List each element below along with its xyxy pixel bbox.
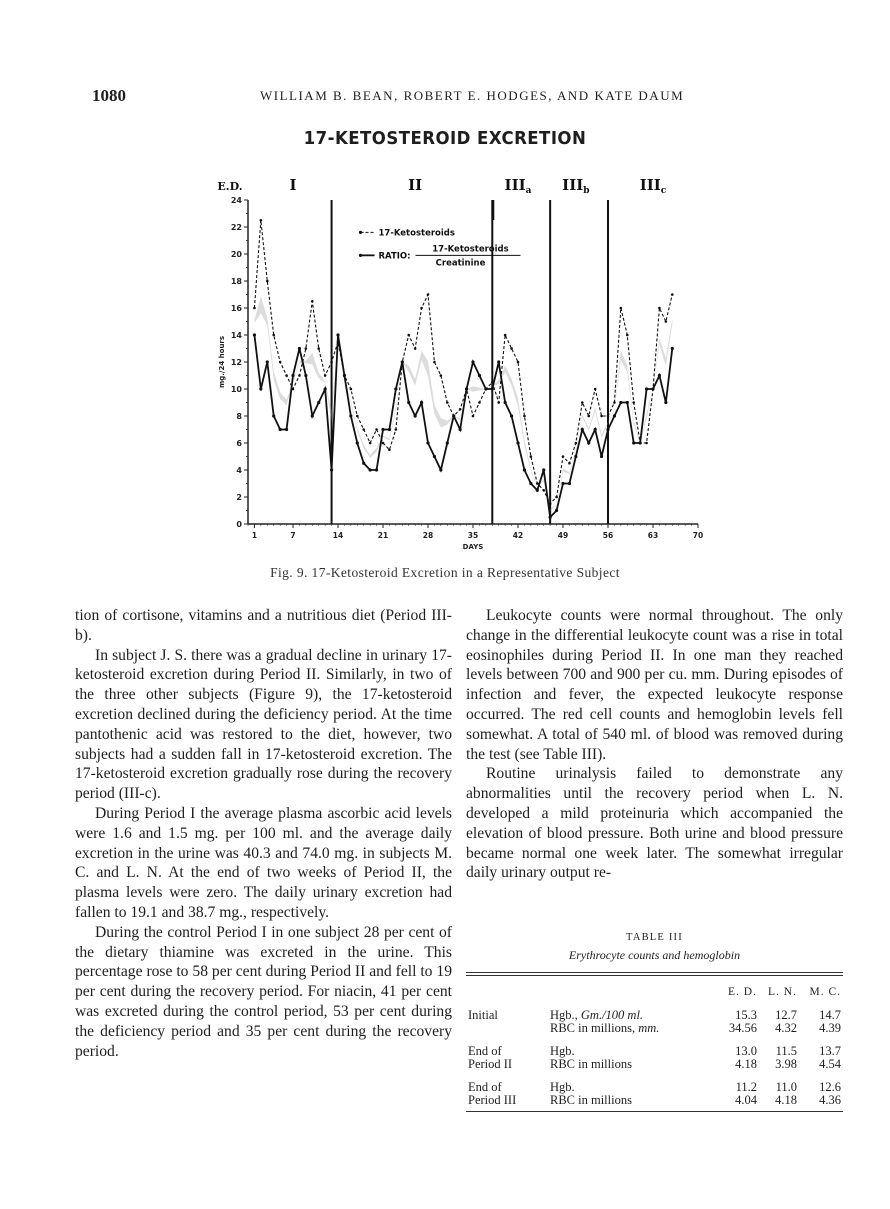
ketosteroid-point — [581, 401, 584, 404]
ketosteroid-point — [562, 455, 565, 458]
value-cell: 4.04 — [735, 1093, 757, 1107]
ketosteroid-point — [414, 347, 417, 350]
value-cell: 12.6 — [819, 1080, 841, 1094]
y-tick-label: 22 — [230, 223, 242, 232]
ketosteroid-point — [253, 307, 256, 310]
ketosteroid-point — [433, 361, 436, 364]
ratio-point — [291, 374, 294, 377]
ketosteroid-point — [324, 374, 327, 377]
ratio-point — [369, 468, 372, 471]
x-axis-label: DAYS — [462, 543, 484, 550]
y-tick-label: 16 — [230, 304, 242, 313]
paragraph: During the control Period I in one subject 28 per cent of the dietary thiamine was excreted in the urine. This percentage rose to 58 per cent during Period II and fell to 19 per cent during the recovery period. For niacin, 41 per cent was excreted during the control period, 53 per cent during the deficiency period and 35 per cent during the recovery period. — [75, 923, 452, 1060]
value-cell: 11.0 — [775, 1080, 797, 1094]
x-tick-label: 49 — [557, 531, 569, 540]
value-cell: 4.18 — [735, 1057, 757, 1071]
ketosteroid-point — [587, 415, 590, 418]
table-rule — [466, 1111, 843, 1112]
ratio-point — [549, 516, 552, 519]
x-tick-label: 35 — [467, 531, 479, 540]
value-cell: 4.39 — [819, 1021, 841, 1035]
ketosteroid-point — [600, 415, 603, 418]
period-cell: Initial — [468, 1008, 498, 1022]
running-head — [92, 86, 822, 108]
x-tick-label: 56 — [602, 531, 614, 540]
ketosteroid-point — [388, 448, 391, 451]
legend-marker — [359, 254, 362, 257]
ketosteroid-point — [356, 415, 359, 418]
ketosteroid-point — [568, 462, 571, 465]
ketosteroid-point — [260, 219, 263, 222]
y-tick-label: 20 — [230, 250, 242, 259]
x-tick-label: 1 — [251, 531, 258, 540]
ratio-point — [433, 455, 436, 458]
table-iii — [466, 932, 843, 1112]
table-row — [466, 1071, 843, 1094]
period-label: II — [408, 176, 423, 194]
ketosteroid-point — [298, 374, 301, 377]
paragraph: tion of cortisone, vitamins and a nutritious diet (Period III-b). — [75, 607, 452, 644]
ratio-point — [600, 455, 603, 458]
paragraph: In subject J. S. there was a gradual decline in urinary 17-ketosteroid excretion during Period II. Similarly, in two of the three other subjects (Figure 9), the 17-ketosteroid excretion declined during the deficiency period. At the time pantothenic acid was restored to the diet, however, two subjects had a sudden fall in 17-ketosteroid excretion. The 17-ketosteroid excretion gradually rose during the recovery period (III-c). — [75, 646, 452, 803]
legend-ketosteroids: 17-Ketosteroids — [378, 228, 455, 239]
ketosteroid-point — [266, 280, 269, 283]
ratio-point — [362, 462, 365, 465]
period-cell: End of — [468, 1044, 502, 1058]
y-tick-label: 12 — [230, 358, 242, 367]
ketosteroid-point — [317, 347, 320, 350]
period-cell: End of — [468, 1080, 502, 1094]
ratio-point — [459, 428, 462, 431]
ketosteroid-point — [523, 415, 526, 418]
period-cell: Period II — [468, 1057, 513, 1071]
x-tick-label: 28 — [422, 531, 434, 540]
ketosteroid-point — [530, 455, 533, 458]
ketosteroid-point — [311, 300, 314, 303]
column-header: E. D. — [728, 986, 757, 998]
ratio-point — [279, 428, 282, 431]
figure-title: 17-KETOSTEROID EXCRETION — [303, 128, 587, 149]
ratio-point — [497, 360, 500, 363]
ketosteroid-point — [472, 415, 475, 418]
period-label: $III_b$ — [562, 176, 590, 196]
y-axis-label: mg./24 hours — [218, 335, 226, 389]
period-cell — [466, 1022, 548, 1035]
paragraph: During Period I the average plasma ascorbic acid levels were 1.6 and 1.5 mg. per 100 ml. and the average daily excretion in the urine was 40.3 and 74.0 mg. in subjects M. C. and L. N. At the end of two weeks of Period II, the plasma levels were zero. The daily urinary excretion had fallen to 19.1 and 38.7 mg., respectively. — [75, 804, 452, 921]
ketosteroid-point — [420, 307, 423, 310]
paragraph: Routine urinalysis failed to demonstrate any abnormalities until the recovery period when L. N. developed a mild proteinuria which accompanied the elevation of blood pressure. Both urine and blood pressure became normal one week later. The somewhat irregular daily urinary output re- — [466, 765, 843, 882]
y-tick-label: 18 — [230, 277, 242, 286]
ratio-point — [336, 333, 339, 336]
x-tick-label: 42 — [512, 531, 524, 540]
ratio-point — [420, 401, 423, 404]
ratio-point — [304, 374, 307, 377]
ketosteroid-point — [440, 374, 443, 377]
ketosteroid-point — [272, 334, 275, 337]
ketosteroid-point — [305, 347, 308, 350]
ratio-point — [401, 360, 404, 363]
ketosteroid-point — [330, 361, 333, 364]
measure-cell: Hgb., Gm./100 ml. — [550, 1008, 644, 1022]
ketosteroid-point — [626, 334, 629, 337]
y-tick-label: 6 — [236, 439, 242, 448]
y-tick-label: 24 — [230, 196, 242, 205]
x-tick-label: 7 — [290, 531, 296, 540]
ketosteroid-point — [607, 415, 610, 418]
ratio-point — [619, 401, 622, 404]
ratio-point — [452, 414, 455, 417]
ketosteroid-chart — [210, 160, 710, 550]
ratio-point — [471, 360, 474, 363]
legend-marker — [359, 231, 362, 234]
ratio-point — [555, 509, 558, 512]
x-tick-label: 14 — [332, 531, 344, 540]
right-column — [466, 606, 843, 883]
ratio-point — [414, 414, 417, 417]
ratio-point — [529, 482, 532, 485]
ketosteroid-point — [555, 496, 558, 499]
ketosteroid-point — [375, 428, 378, 431]
ratio-point — [664, 401, 667, 404]
ratio-point — [587, 441, 590, 444]
value-cell: 4.32 — [775, 1021, 797, 1035]
ratio-point — [542, 468, 545, 471]
ratio-point — [632, 441, 635, 444]
value-cell: 13.7 — [819, 1044, 841, 1058]
table-rule — [466, 972, 843, 973]
ketosteroid-point — [362, 428, 365, 431]
ratio-point — [317, 401, 320, 404]
ratio-point — [311, 414, 314, 417]
measure-cell: Hgb. — [550, 1080, 575, 1094]
ratio-point — [561, 482, 564, 485]
ketosteroid-point — [497, 401, 500, 404]
y-tick-label: 14 — [230, 331, 242, 340]
ketosteroid-point — [446, 401, 449, 404]
ratio-point — [606, 428, 609, 431]
table-rule — [466, 975, 843, 976]
column-header: L. N. — [768, 986, 797, 998]
value-cell: 4.36 — [819, 1093, 841, 1107]
ratio-point — [272, 414, 275, 417]
y-tick-label: 8 — [236, 412, 242, 421]
ratio-point — [388, 428, 391, 431]
y-tick-label: 2 — [236, 493, 242, 502]
period-label: E.D. — [217, 180, 243, 193]
value-cell: 11.5 — [775, 1044, 797, 1058]
ketosteroid-point — [658, 307, 661, 310]
ratio-point — [356, 441, 359, 444]
page-number: 1080 — [92, 86, 126, 105]
x-tick-label: 21 — [377, 531, 389, 540]
ketosteroid-point — [671, 293, 674, 296]
ratio-point — [298, 347, 301, 350]
ratio-point — [285, 428, 288, 431]
ketosteroid-point — [517, 361, 520, 364]
ratio-point — [568, 482, 571, 485]
period-label: I — [289, 176, 297, 194]
ratio-point — [574, 455, 577, 458]
ratio-point — [504, 401, 507, 404]
table-row — [466, 1035, 843, 1058]
ratio-point — [613, 414, 616, 417]
period-cell: Period III — [468, 1093, 517, 1107]
measure-cell: Hgb. — [550, 1044, 575, 1058]
ketosteroid-point — [542, 489, 545, 492]
legend-ratio-denominator: Creatinine — [435, 258, 486, 269]
ratio-point — [381, 428, 384, 431]
ratio-point — [266, 360, 269, 363]
value-cell: 11.2 — [735, 1080, 757, 1094]
ratio-point — [536, 489, 539, 492]
left-column — [75, 606, 452, 1061]
ketosteroid-point — [285, 374, 288, 377]
measure-cell: RBC in millions, mm. — [550, 1021, 660, 1035]
ratio-point — [645, 387, 648, 390]
table-label: TABLE III — [626, 932, 683, 943]
ratio-point — [343, 374, 346, 377]
legend-ratio-numerator: 17-Ketosteroids — [432, 244, 509, 255]
ratio-point — [671, 347, 674, 350]
ketosteroid-point — [478, 401, 481, 404]
ratio-point — [639, 441, 642, 444]
table-row — [466, 1022, 843, 1035]
ketosteroid-point — [504, 334, 507, 337]
ratio-point — [407, 401, 410, 404]
ratio-point — [658, 374, 661, 377]
ratio-point — [330, 468, 333, 471]
column-header: M. C. — [809, 986, 841, 998]
value-cell: 4.18 — [775, 1093, 797, 1107]
value-cell: 4.54 — [819, 1057, 841, 1071]
value-cell: 15.3 — [735, 1008, 757, 1022]
figure-caption: Fig. 9. 17-Ketosteroid Excretion in a Representative Subject — [270, 565, 620, 580]
ketosteroid-point — [350, 388, 353, 391]
ratio-line — [254, 335, 672, 517]
ratio-point — [259, 387, 262, 390]
value-cell: 3.98 — [775, 1057, 797, 1071]
ratio-point — [523, 468, 526, 471]
value-cell: 34.56 — [728, 1021, 757, 1035]
ketosteroid-point — [395, 428, 398, 431]
ratio-point — [375, 468, 378, 471]
ratio-point — [484, 387, 487, 390]
ketosteroid-point — [510, 347, 513, 350]
ratio-point — [465, 387, 468, 390]
ratio-point — [594, 428, 597, 431]
ratio-point — [478, 374, 481, 377]
x-tick-label: 63 — [647, 531, 659, 540]
value-cell: 12.7 — [775, 1008, 797, 1022]
ketosteroid-point — [369, 442, 372, 445]
ratio-point — [253, 333, 256, 336]
table-header-row — [466, 982, 843, 1009]
ketosteroid-point — [613, 401, 616, 404]
ratio-point — [324, 387, 327, 390]
ketosteroid-point — [279, 361, 282, 364]
paragraph: Leukocyte counts were normal throughout. The only change in the differential leukocyte count was a rise in total eosinophiles during Period II. In one man they reached levels between 700 and 900 per cu. mm. During episodes of infection and fever, the expected leukocyte response occurred. The red cell counts and hemoglobin levels fell somewhat. A total of 540 ml. of blood was removed during the test (see Table III). — [466, 607, 843, 763]
ketosteroid-point — [427, 293, 430, 296]
value-cell: 14.7 — [819, 1008, 841, 1022]
y-tick-label: 10 — [230, 385, 242, 394]
x-tick-label: 70 — [692, 531, 704, 540]
ketosteroid-point — [594, 388, 597, 391]
period-label: $III_a$ — [504, 176, 532, 196]
ketosteroid-point — [382, 442, 385, 445]
ketosteroid-point — [407, 334, 410, 337]
ketosteroid-point — [645, 442, 648, 445]
ratio-point — [510, 414, 513, 417]
ketosteroid-point — [459, 408, 462, 411]
period-label: $III_c$ — [639, 176, 667, 196]
ratio-point — [394, 387, 397, 390]
y-tick-label: 4 — [236, 466, 242, 475]
ratio-point — [349, 414, 352, 417]
legend-ratio-prefix: RATIO: — [378, 251, 411, 262]
author-line: WILLIAM B. BEAN, ROBERT E. HODGES, AND KATE DAUM — [260, 88, 685, 103]
ratio-point — [581, 428, 584, 431]
y-tick-label: 0 — [236, 520, 242, 529]
table-row — [466, 1058, 843, 1071]
ratio-point — [651, 387, 654, 390]
ratio-point — [516, 441, 519, 444]
ketosteroid-point — [620, 307, 623, 310]
ratio-point — [446, 441, 449, 444]
ketosteroid-point — [632, 401, 635, 404]
ratio-point — [439, 468, 442, 471]
ratio-point — [491, 387, 494, 390]
measure-cell: RBC in millions — [550, 1093, 632, 1107]
table-title: Erythrocyte counts and hemoglobin — [568, 948, 741, 962]
measure-cell: RBC in millions — [550, 1057, 632, 1071]
value-cell: 13.0 — [735, 1044, 757, 1058]
ketosteroid-point — [575, 442, 578, 445]
data-table — [466, 982, 843, 1107]
ratio-point — [626, 401, 629, 404]
table-row — [466, 1094, 843, 1107]
ratio-point — [426, 441, 429, 444]
ketosteroid-point — [665, 320, 668, 323]
